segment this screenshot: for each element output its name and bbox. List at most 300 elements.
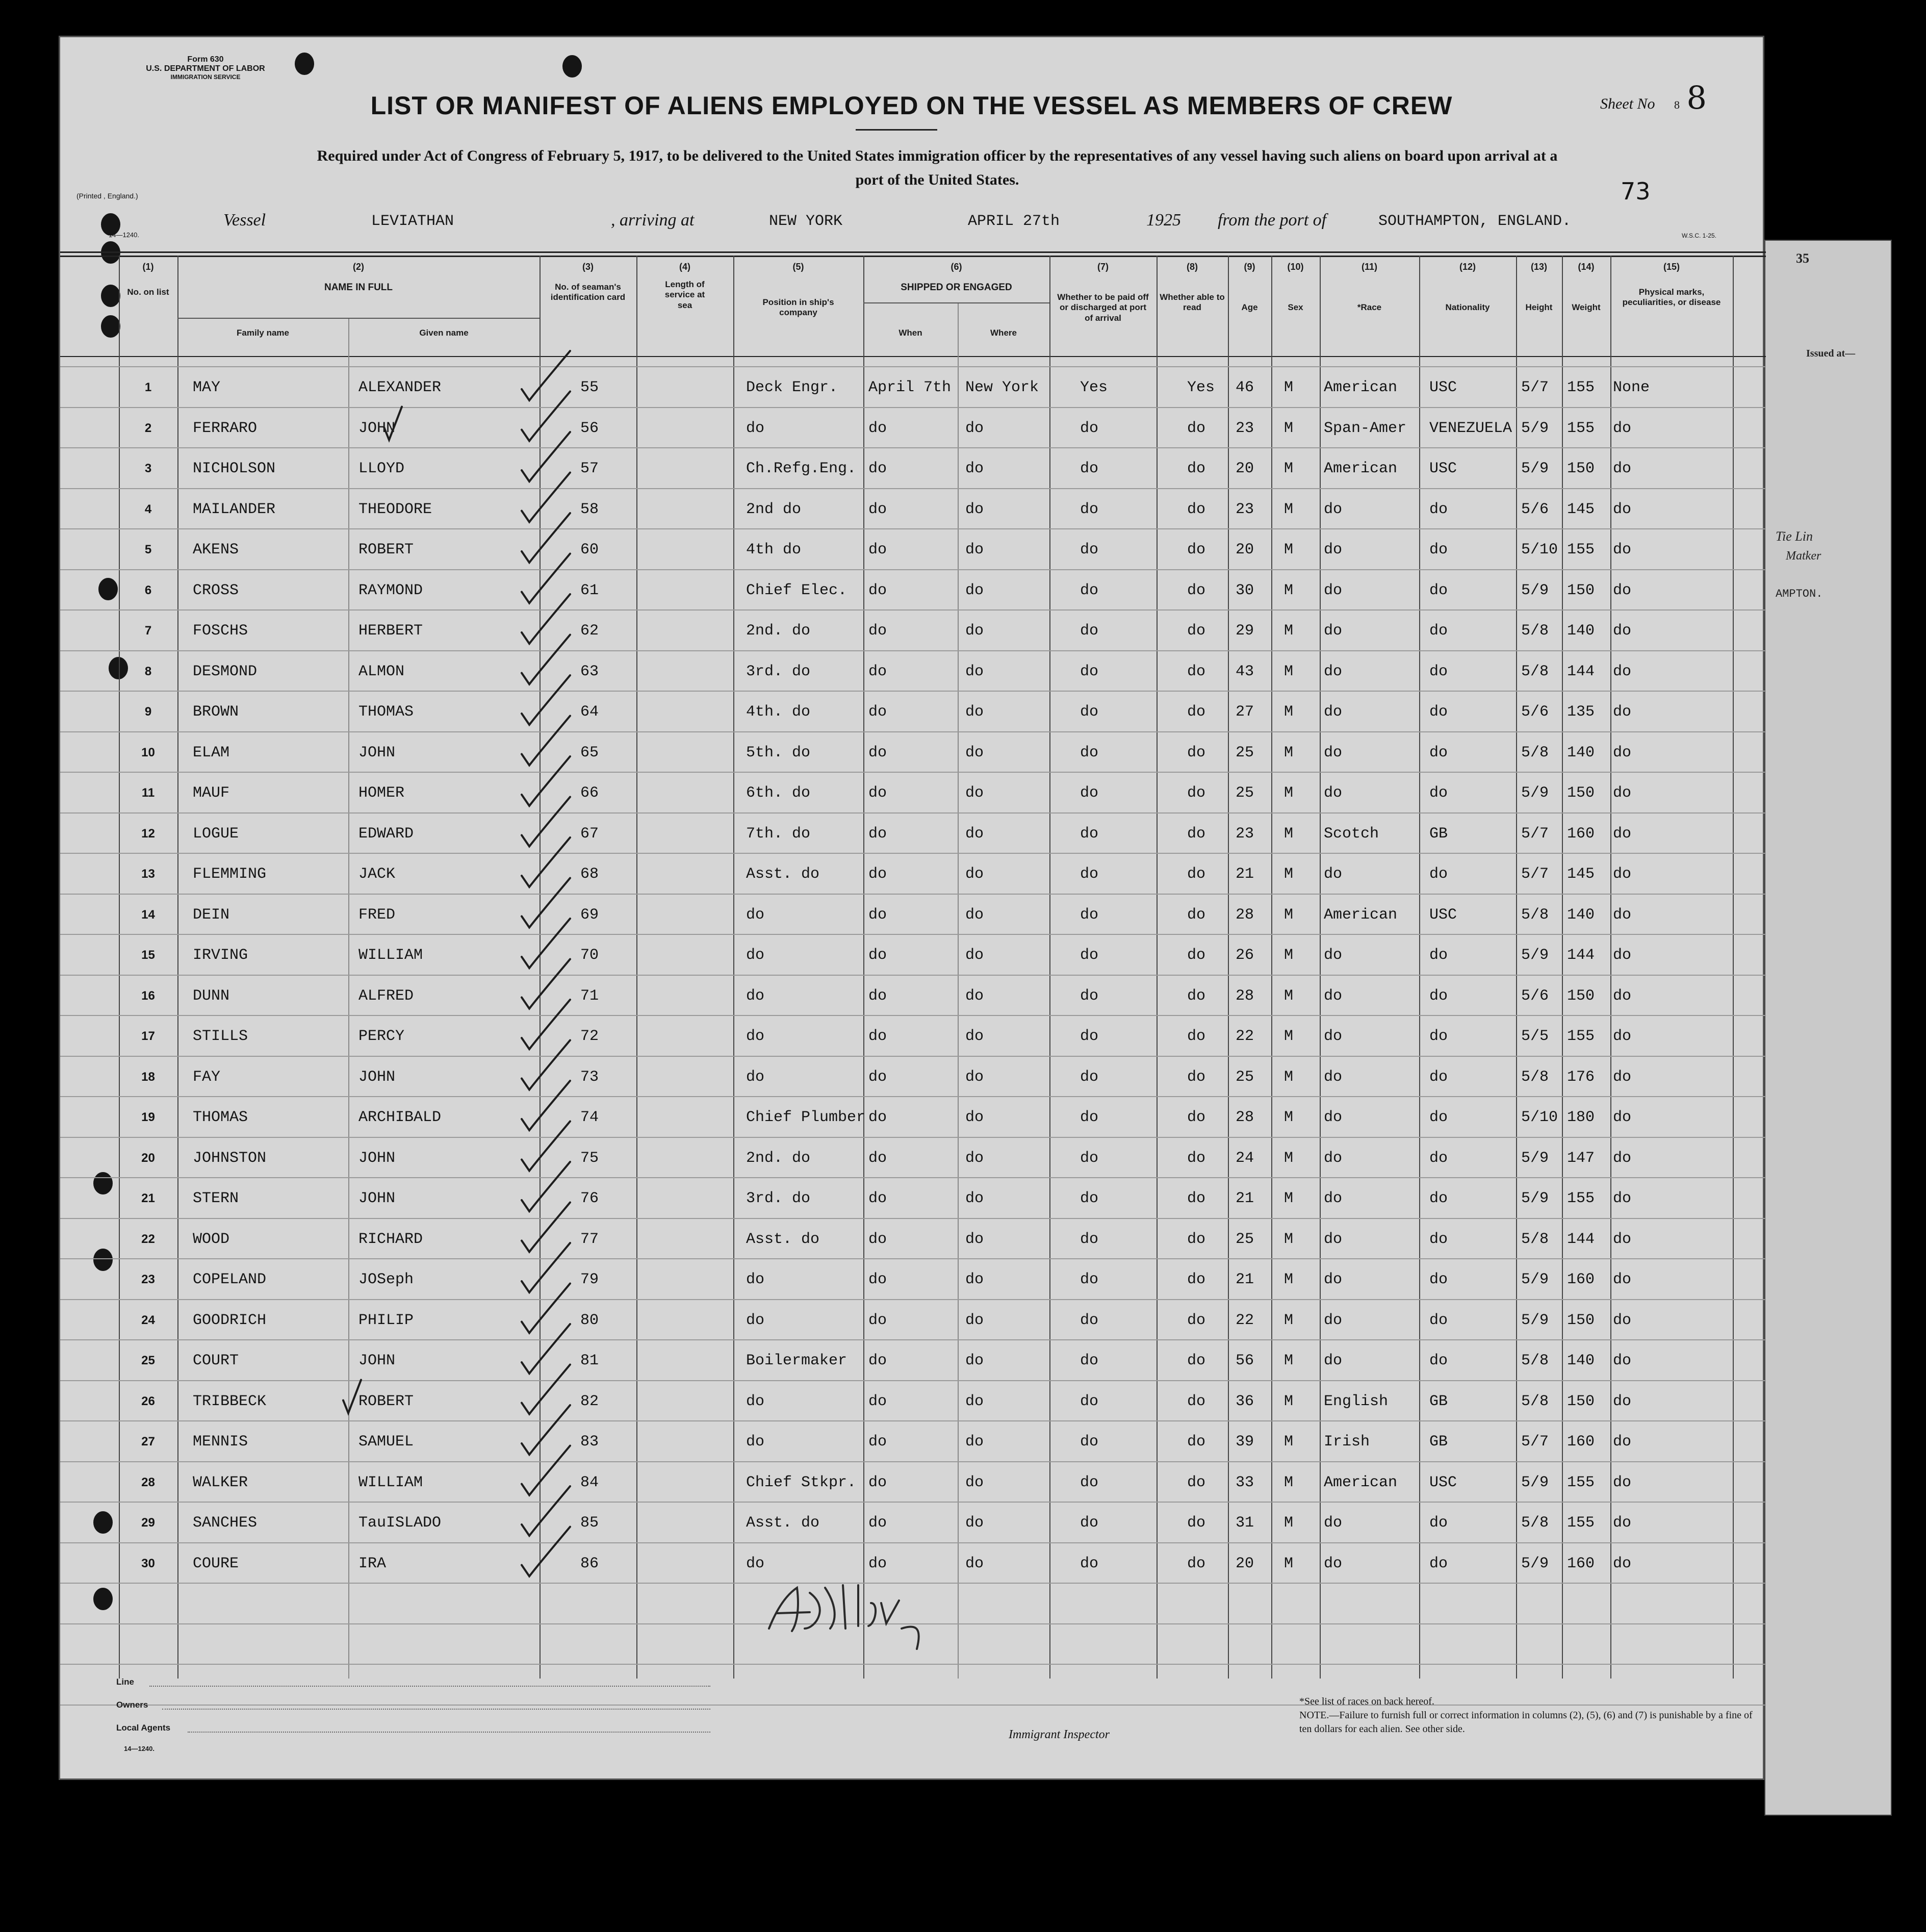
sex-cell: M <box>1284 541 1294 558</box>
age-cell: 27 <box>1236 703 1254 721</box>
row-number: 9 <box>144 705 152 719</box>
height-cell: 5/9 <box>1521 460 1549 477</box>
age-cell: 39 <box>1236 1433 1254 1451</box>
nationality-cell: GB <box>1429 1392 1448 1410</box>
shipped-when-cell: do <box>868 1190 887 1207</box>
marks-cell: do <box>1613 906 1632 924</box>
nationality-cell: do <box>1429 663 1448 680</box>
position-cell: do <box>746 947 765 964</box>
paid-off-cell: do <box>1080 1109 1099 1126</box>
weight-cell: 135 <box>1567 703 1595 721</box>
column-number: (3) <box>582 262 594 272</box>
shipped-where-cell: do <box>965 1555 984 1572</box>
race-cell: Irish <box>1324 1433 1370 1451</box>
card-number-cell: 55 <box>580 379 599 396</box>
height-cell: 5/7 <box>1521 825 1549 843</box>
column-number: (9) <box>1244 262 1255 272</box>
table-row <box>60 1312 1766 1353</box>
marks-cell: None <box>1613 379 1650 396</box>
marks-cell: do <box>1613 1433 1632 1451</box>
shipped-when-cell: do <box>868 1068 887 1086</box>
table-row <box>60 379 1766 420</box>
able-read-cell: do <box>1187 987 1206 1005</box>
position-cell: 2nd. do <box>746 622 811 640</box>
height-cell: 5/8 <box>1521 1068 1549 1086</box>
table-row <box>60 866 1766 906</box>
nationality-cell: GB <box>1429 1433 1448 1451</box>
shipped-where-cell: do <box>965 1230 984 1248</box>
nationality-cell: USC <box>1429 906 1457 924</box>
race-cell: do <box>1324 541 1343 558</box>
shipped-when-cell: do <box>868 1433 887 1451</box>
given-name-cell: ALMON <box>358 663 405 680</box>
age-cell: 23 <box>1236 419 1254 437</box>
shipped-when-cell: do <box>868 541 887 558</box>
age-cell: 23 <box>1236 500 1254 518</box>
height-cell: 5/8 <box>1521 744 1549 761</box>
height-cell: 5/9 <box>1521 1149 1549 1167</box>
age-cell: 56 <box>1236 1352 1254 1369</box>
paid-off-cell: do <box>1080 906 1099 924</box>
race-cell: do <box>1324 663 1343 680</box>
table-row <box>60 1028 1766 1069</box>
table-row <box>60 582 1766 623</box>
sheet-number-printed: 8 <box>1674 98 1680 111</box>
age-cell: 20 <box>1236 460 1254 477</box>
age-cell: 26 <box>1236 947 1254 964</box>
weight-cell: 145 <box>1567 500 1595 518</box>
age-cell: 30 <box>1236 581 1254 599</box>
form-header-block <box>109 55 302 81</box>
family-name-cell: WALKER <box>193 1473 248 1491</box>
card-number-cell: 58 <box>580 500 599 518</box>
card-number-cell: 57 <box>580 460 599 477</box>
paid-off-cell: Yes <box>1080 379 1108 396</box>
sex-cell: M <box>1284 1230 1294 1248</box>
paid-off-cell: do <box>1080 663 1099 680</box>
race-cell: do <box>1324 784 1343 802</box>
shipped-where-cell: New York <box>965 379 1039 396</box>
footer-note <box>1299 1695 1758 1736</box>
table-row <box>60 825 1766 866</box>
paid-off-cell: do <box>1080 744 1099 761</box>
card-number-cell: 72 <box>580 1028 599 1045</box>
shipped-where-cell: do <box>965 1149 984 1167</box>
given-name-cell: ARCHIBALD <box>358 1109 442 1126</box>
marks-cell: do <box>1613 744 1632 761</box>
position-cell: Asst. do <box>746 866 820 883</box>
family-name-cell: COPELAND <box>193 1271 267 1288</box>
race-cell: do <box>1324 581 1343 599</box>
adjacent-fragment: Tie Lin <box>1776 529 1813 544</box>
family-name-cell: SANCHES <box>193 1514 258 1532</box>
row-number: 20 <box>141 1151 155 1165</box>
table-top-rule <box>60 256 1766 257</box>
shipped-when-cell: do <box>868 825 887 843</box>
race-cell: do <box>1324 1555 1343 1572</box>
row-number: 29 <box>141 1516 155 1530</box>
shipped-when-cell: do <box>868 460 887 477</box>
family-name-cell: CROSS <box>193 581 239 599</box>
nationality-cell: USC <box>1429 1473 1457 1491</box>
weight-cell: 155 <box>1567 541 1595 558</box>
age-cell: 31 <box>1236 1514 1254 1532</box>
position-cell: Chief Elec. <box>746 581 848 599</box>
able-read-cell: do <box>1187 1109 1206 1126</box>
shipped-when-cell: do <box>868 1514 887 1532</box>
nationality-cell: do <box>1429 1352 1448 1369</box>
nationality-cell: do <box>1429 784 1448 802</box>
able-read-cell: do <box>1187 784 1206 802</box>
given-name-cell: ROBERT <box>358 1392 414 1410</box>
printed-note: (Printed , England.) <box>76 192 138 200</box>
card-number-cell: 67 <box>580 825 599 843</box>
sex-cell: M <box>1284 622 1294 640</box>
card-number-cell: 83 <box>580 1433 599 1451</box>
race-cell: do <box>1324 1109 1343 1126</box>
race-cell: Span-Amer <box>1324 419 1407 437</box>
marks-cell: do <box>1613 541 1632 558</box>
position-cell: do <box>746 906 765 924</box>
height-cell: 5/9 <box>1521 581 1549 599</box>
sex-cell: M <box>1284 1311 1294 1329</box>
height-cell: 5/9 <box>1521 947 1549 964</box>
column-number: (14) <box>1578 262 1595 272</box>
sex-cell: M <box>1284 987 1294 1005</box>
marks-cell: do <box>1613 1028 1632 1045</box>
row-number: 11 <box>141 786 155 800</box>
family-name-cell: FERRARO <box>193 419 258 437</box>
position-cell: 2nd. do <box>746 1149 811 1167</box>
age-cell: 28 <box>1236 1109 1254 1126</box>
age-cell: 33 <box>1236 1473 1254 1491</box>
height-cell: 5/7 <box>1521 866 1549 883</box>
family-name-cell: ELAM <box>193 744 230 761</box>
column-header-age: Age <box>1241 302 1258 312</box>
shipped-where-cell: do <box>965 1392 984 1410</box>
marks-cell: do <box>1613 1514 1632 1532</box>
given-name-cell: LLOYD <box>358 460 405 477</box>
shipped-where-cell: do <box>965 784 984 802</box>
able-read-cell: do <box>1187 825 1206 843</box>
able-read-cell: do <box>1187 1068 1206 1086</box>
column-number: (12) <box>1459 262 1476 272</box>
shipped-where-cell: do <box>965 581 984 599</box>
column-number: (10) <box>1287 262 1304 272</box>
nationality-cell: do <box>1429 1230 1448 1248</box>
penalty-note: NOTE.—Failure to furnish full or correct information in columns (2), (5), (6) and (7) is punishable by a fine of ten dollars for each alien. See other side. <box>1299 1710 1753 1735</box>
marks-cell: do <box>1613 622 1632 640</box>
able-read-cell: do <box>1187 744 1206 761</box>
able-read-cell: do <box>1187 1352 1206 1369</box>
nationality-cell: do <box>1429 947 1448 964</box>
height-cell: 5/5 <box>1521 1028 1549 1045</box>
arrival-date: APRIL 27th <box>968 213 1060 230</box>
position-cell: do <box>746 1068 765 1086</box>
table-row <box>60 1352 1766 1393</box>
column-header-name: NAME IN FULL <box>324 282 393 293</box>
shipped-where-cell: do <box>965 1109 984 1126</box>
weight-cell: 150 <box>1567 1311 1595 1329</box>
paid-off-cell: do <box>1080 1149 1099 1167</box>
weight-cell: 145 <box>1567 866 1595 883</box>
age-cell: 28 <box>1236 987 1254 1005</box>
nationality-cell: USC <box>1429 379 1457 396</box>
position-cell: do <box>746 1311 765 1329</box>
column-number: (1) <box>142 262 154 272</box>
weight-cell: 144 <box>1567 947 1595 964</box>
shipped-where-cell: do <box>965 866 984 883</box>
nationality-cell: GB <box>1429 825 1448 843</box>
race-cell: do <box>1324 1352 1343 1369</box>
race-cell: do <box>1324 1514 1343 1532</box>
shipped-where-cell: do <box>965 1311 984 1329</box>
column-number: (8) <box>1187 262 1198 272</box>
age-cell: 22 <box>1236 1028 1254 1045</box>
height-cell: 5/9 <box>1521 1190 1549 1207</box>
position-cell: 3rd. do <box>746 1190 811 1207</box>
height-cell: 5/6 <box>1521 703 1549 721</box>
table-row <box>60 947 1766 987</box>
row-number: 28 <box>141 1475 155 1489</box>
row-number: 8 <box>144 664 152 678</box>
shipped-when-cell: do <box>868 906 887 924</box>
given-name-cell: PERCY <box>358 1028 405 1045</box>
shipped-where-cell: do <box>965 1190 984 1207</box>
card-number-cell: 60 <box>580 541 599 558</box>
card-number-cell: 70 <box>580 947 599 964</box>
card-number-cell: 75 <box>580 1149 599 1167</box>
race-cell: do <box>1324 1311 1343 1329</box>
age-cell: 25 <box>1236 1230 1254 1248</box>
table-row <box>60 1190 1766 1231</box>
able-read-cell: do <box>1187 1473 1206 1491</box>
shipped-where-cell: do <box>965 622 984 640</box>
column-header-shipped: SHIPPED OR ENGAGED <box>901 282 1012 293</box>
row-rule <box>60 366 1766 367</box>
age-cell: 28 <box>1236 906 1254 924</box>
family-name-cell: COURT <box>193 1352 239 1369</box>
shipped-when-cell: do <box>868 1028 887 1045</box>
column-number: (11) <box>1361 262 1378 272</box>
paid-off-cell: do <box>1080 866 1099 883</box>
card-number-cell: 77 <box>580 1230 599 1248</box>
marks-cell: do <box>1613 1068 1632 1086</box>
weight-cell: 160 <box>1567 825 1595 843</box>
height-cell: 5/9 <box>1521 419 1549 437</box>
age-cell: 25 <box>1236 784 1254 802</box>
shipped-when-cell: do <box>868 663 887 680</box>
sex-cell: M <box>1284 866 1294 883</box>
given-name-cell: TauISLADO <box>358 1514 442 1532</box>
table-row <box>60 1393 1766 1434</box>
family-name-cell: IRVING <box>193 947 248 964</box>
card-number-cell: 84 <box>580 1473 599 1491</box>
paid-off-cell: do <box>1080 1473 1099 1491</box>
footer-agents-label: Local Agents <box>116 1723 171 1733</box>
weight-cell: 155 <box>1567 419 1595 437</box>
footer-line-label: Line <box>116 1677 134 1687</box>
nationality-cell: do <box>1429 1068 1448 1086</box>
height-cell: 5/8 <box>1521 663 1549 680</box>
footer-code: 14—1240. <box>124 1745 155 1752</box>
form-code: 14—1240. <box>109 231 139 239</box>
race-cell: do <box>1324 987 1343 1005</box>
given-name-cell: RAYMOND <box>358 581 423 599</box>
age-cell: 20 <box>1236 1555 1254 1572</box>
paid-off-cell: do <box>1080 1028 1099 1045</box>
race-cell: do <box>1324 1068 1343 1086</box>
sex-cell: M <box>1284 1473 1294 1491</box>
shipped-where-cell: do <box>965 419 984 437</box>
marks-cell: do <box>1613 703 1632 721</box>
printer-code: W.S.C. 1-25. <box>1682 232 1717 239</box>
weight-cell: 180 <box>1567 1109 1595 1126</box>
nationality-cell: VENEZUELA <box>1429 419 1512 437</box>
table-row <box>60 1433 1766 1474</box>
column-header-family: Family name <box>237 328 289 338</box>
race-cell: do <box>1324 947 1343 964</box>
paid-off-cell: do <box>1080 500 1099 518</box>
able-read-cell: do <box>1187 947 1206 964</box>
footer-agents-field <box>188 1732 710 1733</box>
age-cell: 29 <box>1236 622 1254 640</box>
family-name-cell: DEIN <box>193 906 230 924</box>
column-header-read: Whether able to read <box>1160 292 1225 313</box>
able-read-cell: do <box>1187 1190 1206 1207</box>
race-cell: American <box>1324 1473 1398 1491</box>
shipped-where-cell: do <box>965 1028 984 1045</box>
weight-cell: 144 <box>1567 1230 1595 1248</box>
table-row <box>60 906 1766 947</box>
shipped-when-cell: do <box>868 866 887 883</box>
able-read-cell: do <box>1187 663 1206 680</box>
sex-cell: M <box>1284 1555 1294 1572</box>
column-header-no: No. on list <box>127 287 169 297</box>
card-number-cell: 74 <box>580 1109 599 1126</box>
height-cell: 5/8 <box>1521 1230 1549 1248</box>
race-cell: do <box>1324 1028 1343 1045</box>
subtitle-line-1: Required under Act of Congress of February 5, 1917, to be delivered to the United States immigration officer by the representatives of any vessel having such aliens on board upon arrival at a <box>317 147 1558 164</box>
column-header-length: Length of service at sea <box>664 279 705 310</box>
department-name: U.S. DEPARTMENT OF LABOR <box>146 64 265 73</box>
age-cell: 36 <box>1236 1392 1254 1410</box>
card-number-cell: 56 <box>580 419 599 437</box>
paid-off-cell: do <box>1080 581 1099 599</box>
family-name-cell: COURE <box>193 1555 239 1572</box>
weight-cell: 160 <box>1567 1271 1595 1288</box>
row-number: 22 <box>141 1232 155 1246</box>
position-cell: Deck Engr. <box>746 379 838 396</box>
column-header-sex: Sex <box>1288 302 1303 312</box>
sex-cell: M <box>1284 1271 1294 1288</box>
departure-port: SOUTHAMPTON, ENGLAND. <box>1378 213 1572 230</box>
table-row <box>60 1231 1766 1272</box>
nationality-cell: do <box>1429 1555 1448 1572</box>
position-cell: Chief Stkpr. <box>746 1473 857 1491</box>
weight-cell: 150 <box>1567 1392 1595 1410</box>
column-number: (15) <box>1663 262 1680 272</box>
family-name-cell: FLEMMING <box>193 866 267 883</box>
table-row <box>60 987 1766 1028</box>
row-number: 7 <box>144 624 152 638</box>
marks-cell: do <box>1613 1190 1632 1207</box>
nationality-cell: do <box>1429 866 1448 883</box>
position-cell: Ch.Refg.Eng. <box>746 460 857 477</box>
nationality-cell: do <box>1429 541 1448 558</box>
able-read-cell: do <box>1187 1514 1206 1532</box>
position-cell: 2nd do <box>746 500 802 518</box>
height-cell: 5/8 <box>1521 1392 1549 1410</box>
height-cell: 5/8 <box>1521 622 1549 640</box>
family-name-cell: STILLS <box>193 1028 248 1045</box>
height-cell: 5/6 <box>1521 987 1549 1005</box>
position-cell: 4th do <box>746 541 802 558</box>
marks-cell: do <box>1613 1352 1632 1369</box>
header-bottom-rule <box>60 356 1766 357</box>
shipped-when-cell: do <box>868 784 887 802</box>
nationality-cell: do <box>1429 703 1448 721</box>
position-cell: Asst. do <box>746 1514 820 1532</box>
race-cell: do <box>1324 1149 1343 1167</box>
shipped-where-cell: do <box>965 987 984 1005</box>
card-number-cell: 65 <box>580 744 599 761</box>
nationality-cell: do <box>1429 1190 1448 1207</box>
age-cell: 21 <box>1236 1190 1254 1207</box>
table-row <box>60 1150 1766 1190</box>
able-read-cell: do <box>1187 1230 1206 1248</box>
weight-cell: 140 <box>1567 1352 1595 1369</box>
sex-cell: M <box>1284 1433 1294 1451</box>
row-number: 30 <box>141 1556 155 1570</box>
marks-cell: do <box>1613 500 1632 518</box>
row-number: 16 <box>141 988 155 1003</box>
paid-off-cell: do <box>1080 1190 1099 1207</box>
marks-cell: do <box>1613 663 1632 680</box>
sex-cell: M <box>1284 663 1294 680</box>
crew-manifest-table <box>60 251 1766 1674</box>
weight-cell: 155 <box>1567 1473 1595 1491</box>
marks-cell: do <box>1613 784 1632 802</box>
row-number: 3 <box>144 462 152 475</box>
race-cell: do <box>1324 622 1343 640</box>
shipped-where-cell: do <box>965 703 984 721</box>
race-cell: Scotch <box>1324 825 1379 843</box>
height-cell: 5/10 <box>1521 541 1558 558</box>
subtitle-line-2: port of the United States. <box>855 171 1019 188</box>
given-name-cell: JOHN <box>358 1068 396 1086</box>
row-number: 15 <box>141 948 155 962</box>
shipped-where-cell: do <box>965 825 984 843</box>
given-name-cell: JOHN <box>358 419 396 437</box>
form-number: Form 630 <box>187 55 224 64</box>
position-cell: do <box>746 1028 765 1045</box>
row-number: 1 <box>144 380 152 394</box>
shipped-when-cell: do <box>868 744 887 761</box>
given-name-cell: EDWARD <box>358 825 414 843</box>
table-row <box>60 1474 1766 1515</box>
given-name-cell: JOHN <box>358 1190 396 1207</box>
shipped-when-cell: do <box>868 500 887 518</box>
shipped-when-cell: do <box>868 419 887 437</box>
card-number-cell: 81 <box>580 1352 599 1369</box>
given-name-cell: JACK <box>358 866 396 883</box>
sex-cell: M <box>1284 1028 1294 1045</box>
marks-cell: do <box>1613 1271 1632 1288</box>
position-cell: Boilermaker <box>746 1352 848 1369</box>
table-row <box>60 1109 1766 1150</box>
position-cell: do <box>746 1433 765 1451</box>
